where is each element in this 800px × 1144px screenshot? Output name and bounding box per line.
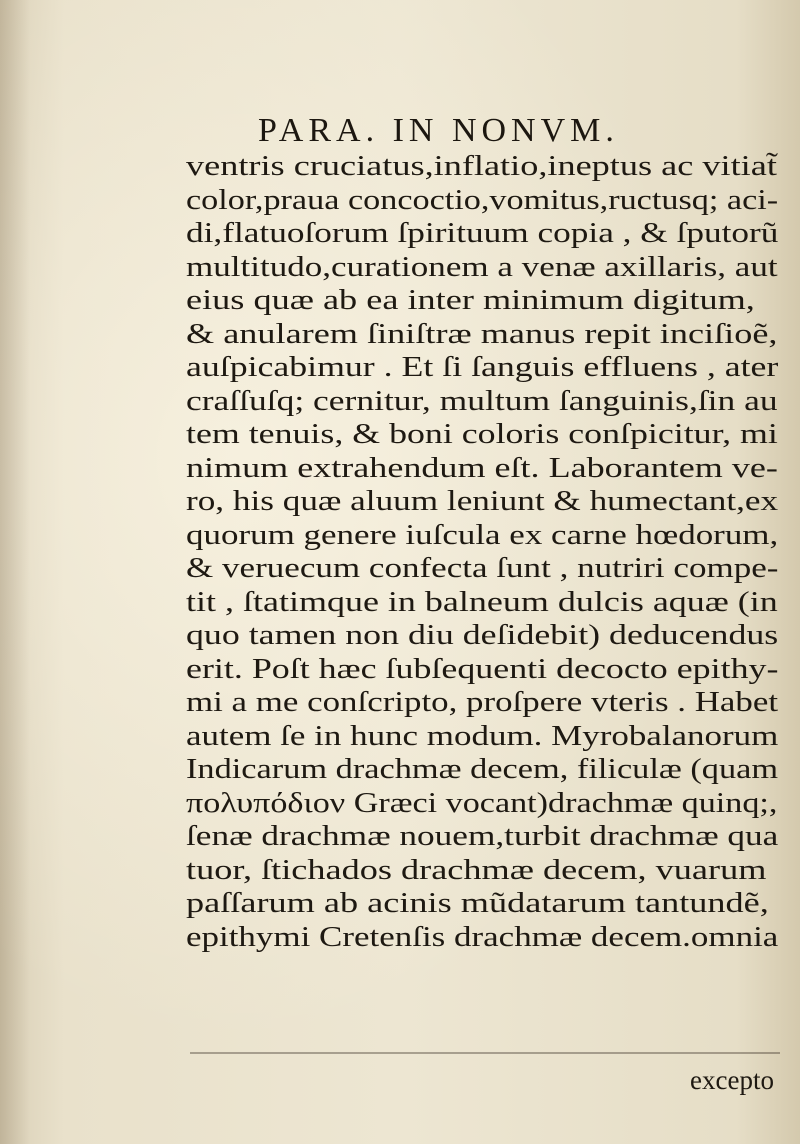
text-line: autem ſe in hunc modum. Myrobalanorum <box>186 719 779 752</box>
text-line: & veruecum confecta ſunt , nutriri compe- <box>186 552 779 584</box>
text-line: ventris cruciatus,inflatio,ineptus ac vitiat̃ <box>186 150 777 182</box>
text-line: eius quæ ab ea inter minimum digitum, <box>186 284 755 316</box>
text-line: craſſuſq; cernitur, multum ſanguinis,ſin au <box>186 384 778 417</box>
text-line: mi a me conſcripto, proſpere vteris . Habet <box>186 686 779 718</box>
text-line: tem tenuis, & boni coloris conſpicitur, mi <box>186 418 778 450</box>
text-line: multitudo,curationem a venæ axillaris, aut <box>186 250 778 283</box>
text-line: paſſarum ab acinis mũdatarum tantundẽ, <box>186 887 769 919</box>
text-line: Indicarum drachmæ decem, filiculæ (quam <box>186 753 779 785</box>
text-line: epithymi Cretenſis drachmæ decem.omnia <box>186 920 779 953</box>
text-line: quo tamen non diu deſidebit) deducendus <box>186 619 779 651</box>
text-line: πολυπόδιον Græci vocant)drachmæ quinq;, <box>186 786 778 819</box>
text-line: di,flatuoſorum ſpirituum copia , & ſputorũ <box>186 217 779 249</box>
catchword: excepto <box>690 1065 774 1095</box>
bleed-through-rule <box>190 1052 780 1054</box>
text-line: ro, his quæ aluum leniunt & humectant,ex <box>186 485 779 517</box>
text-line: auſpicabimur . Et ſi ſanguis effluens , ater <box>186 351 779 383</box>
text-block <box>186 150 786 954</box>
page-gutter-shadow <box>0 0 30 1144</box>
text-line: color,praua concoctio,vomitus,ructusq; aci- <box>186 183 779 216</box>
text-line: ſenæ drachmæ nouem,turbit drachmæ qua <box>186 820 779 852</box>
text-line: tuor, ſtichados drachmæ decem, vuarum <box>186 853 767 886</box>
text-line: quorum genere iuſcula ex carne hœdorum, <box>186 518 779 551</box>
text-line: tit , ſtatimque in balneum dulcis aquæ (in <box>186 585 778 618</box>
text-line: nimum extrahendum eſt. Laborantem ve- <box>186 451 778 484</box>
running-header: PARA. IN NONVM. <box>258 112 619 149</box>
text-line: erit. Poſt hæc ſubſequenti decocto epithy- <box>186 652 779 685</box>
text-line: & anularem ſiniſtræ manus repit inciſioẽ, <box>186 317 778 350</box>
